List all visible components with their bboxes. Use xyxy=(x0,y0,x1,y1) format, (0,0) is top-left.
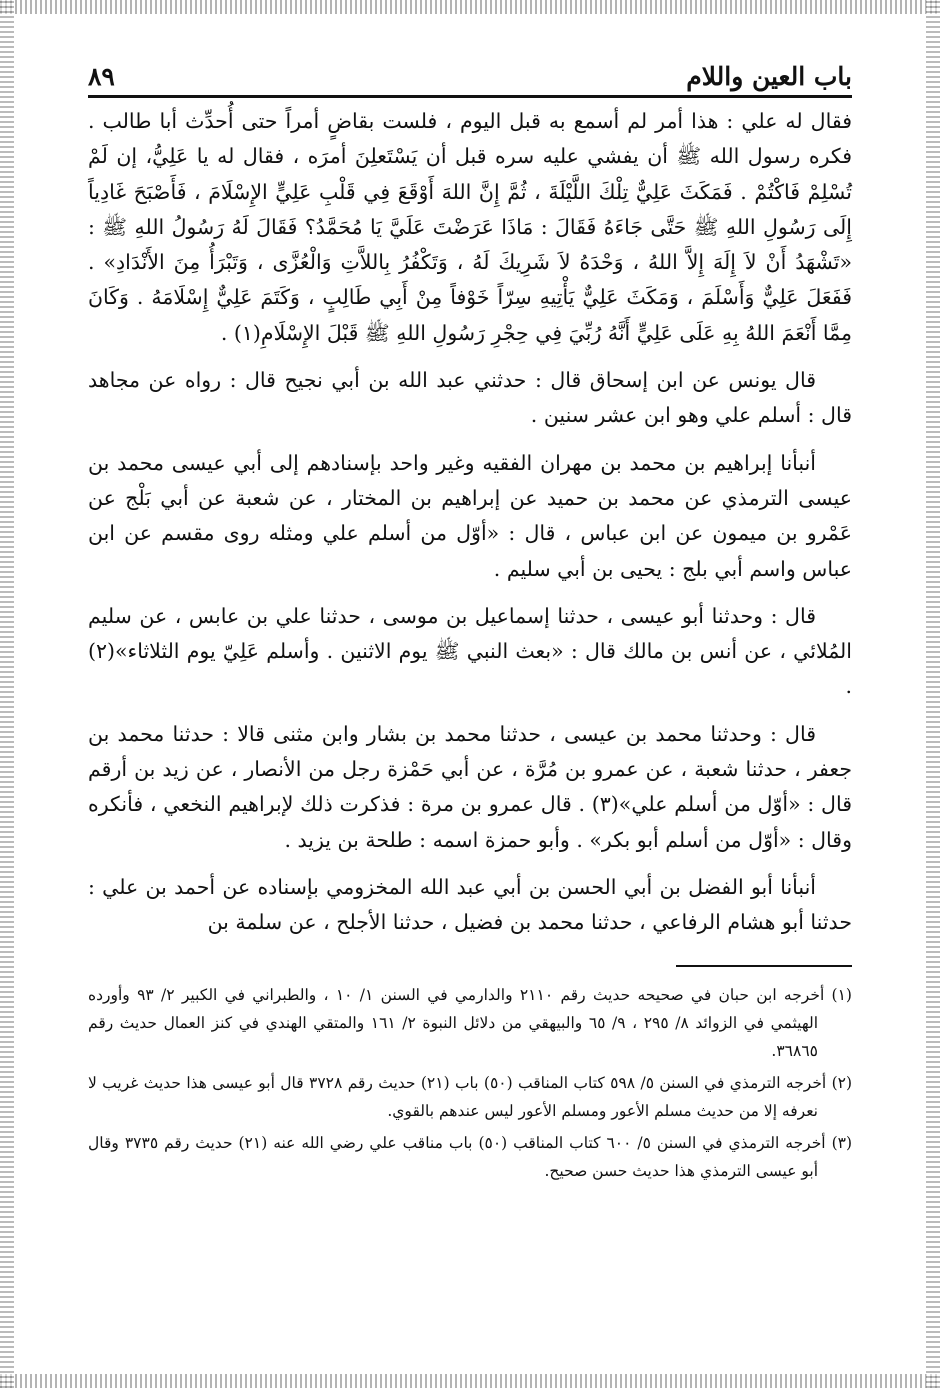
paragraph: أنبأنا إبراهيم بن محمد بن مهران الفقيه وغير واحد بإسنادهم إلى أبي عيسى محمد بن عيسى الترمذي عن محمد بن حميد عن إبراهيم بن المختار ، عن شعبة عن أبي بَلْج عن عَمْرو بن ميمون عن ابن عباس ، قال : «أوّل من أسلم علي ومثله روى مقسم عن ابن عباس واسم أبي بلج : يحيى بن أبي سليم . xyxy=(88,450,852,581)
footnote: (١) أخرجه ابن حبان في صحيحه حديث رقم ٢١١٠ والدارمي في السنن ١/ ١٠ ، والطبراني في الكبير ٢/ ٩٣ وأورده الهيثمي في الزوائد ٨/ ٢٩٥ ، ٩/ ٦٥ والبيهقي من دلائل النبوة ٢/ ١٦١ والمتقي الهندي في كنز العمال حديث رقم ٣٦٨٦٥. xyxy=(88,985,852,1060)
paragraph: فقال له علي : هذا أمر لم أسمع به قبل اليوم ، فلست بقاضٍ أمراً حتى أُحدِّث أبا طالب . فكره رسول الله ﷺ أن يفشي عليه سره قبل أن يَسْتَعلِنَ أمرَه ، فقال له يا عَلِيُّ، إن لَمْ تُسْلِمْ فَاكْتُمْ . فَمَكَثَ عَلِيٌّ تِلْكَ اللَّيْلَةَ ، ثُمَّ إِنَّ اللهَ أَوْقَعَ فِي قَلْبِ عَلِيٍّ الإِسْلَامَ ، فَأَصْبَحَ غَادِياً إِلَى رَسُولِ اللهِ ﷺ حَتَّى جَاءَهُ فَقَالَ : مَاذَا عَرَضْتَ عَلَيَّ يَا مُحَمَّدُ؟ فَقَالَ لَهُ رَسُولُ اللهِ ﷺ : «تَشْهَدُ أَنْ لاَ إِلَهَ إِلاَّ اللهُ ، وَحْدَهُ لاَ شَرِيكَ لَهُ ، وَتَكْفُرُ بِاللاَّتِ وَالْعُزَّى ، وَتَبْرَأُ مِنَ الأَنْدَادِ» . فَفَعَلَ عَلِيٌّ وَأَسْلَمَ ، وَمَكَثَ عَلِيٌّ يَأْتِيهِ سِرّاً خَوْفاً مِنْ أَبِي طَالِبٍ ، وَكَتَمَ عَلِيٌّ إِسْلَامَهُ . وَكَانَ مِمَّا أَنْعَمَ اللهُ بِهِ عَلَى عَلِيٍّ أَنَّهُ رُبِّيَ فِي حِجْرِ رَسُولِ اللهِ ﷺ قَبْلَ الإِسْلَامِ(١) . xyxy=(88,109,852,345)
chapter-title: باب العين واللام xyxy=(686,62,852,91)
decorative-border-left xyxy=(0,0,14,1388)
decorative-border-bottom xyxy=(0,1374,940,1388)
footnote: (٣) أخرجه الترمذي في السنن ٥/ ٦٠٠ كتاب المناقب (٥٠) باب مناقب علي رضي الله عنه (٢١) حديث رقم ٣٧٣٥ وقال أبو عيسى الترمذي هذا حديث حسن صحيح. xyxy=(88,1133,853,1180)
decorative-border-right xyxy=(926,0,940,1388)
paragraph: قال يونس عن ابن إسحاق قال : حدثني عبد الله بن أبي نجيح قال : رواه عن مجاهد قال : أسلم علي وهو ابن عشر سنين . xyxy=(88,368,852,428)
paragraph: قال : وحدثنا محمد بن عيسى ، حدثنا محمد بن بشار وابن مثنى قالا : حدثنا محمد بن جعفر ، حدثنا شعبة ، عن عمرو بن مُرَّة ، عن أبي حَمْزة رجل من الأنصار ، عن زيد بن أرقم قال : «أوّل من أسلم علي»(٣) . قال عمرو بن مرة : فذكرت ذلك لإبراهيم النخعي ، فأنكره وقال : «أوّل من أسلم أبو بكر» . وأبو حمزة اسمه : طلحة بن يزيد . xyxy=(88,721,852,852)
footnote-separator xyxy=(676,965,852,967)
page-number: ٨٩ xyxy=(88,62,115,91)
running-header xyxy=(88,62,852,98)
footnotes xyxy=(88,981,852,1185)
page xyxy=(88,62,852,1189)
main-text xyxy=(88,104,852,941)
decorative-border-top xyxy=(0,0,940,14)
paragraph: قال : وحدثنا أبو عيسى ، حدثنا إسماعيل بن موسى ، حدثنا علي بن عابس ، عن سليم المُلائي ، عن أنس بن مالك قال : «بعث النبي ﷺ يوم الاثنين . وأسلم عَلِيّ يوم الثلاثاء»(٢) . xyxy=(88,603,852,699)
footnote: (٢) أخرجه الترمذي في السنن ٥/ ٥٩٨ كتاب المناقب (٥٠) باب (٢١) حديث رقم ٣٧٢٨ قال أبو عيسى هذا حديث غريب لا نعرفه إلا من حديث مسلم الأعور ومسلم الأعور ليس عندهم بالقوي. xyxy=(88,1073,853,1120)
paragraph: أنبأنا أبو الفضل بن أبي الحسن بن أبي عبد الله المخزومي بإسناده عن أحمد بن علي : حدثنا أبو هشام الرفاعي ، حدثنا محمد بن فضيل ، حدثنا الأجلح ، عن سلمة بن xyxy=(88,874,852,935)
